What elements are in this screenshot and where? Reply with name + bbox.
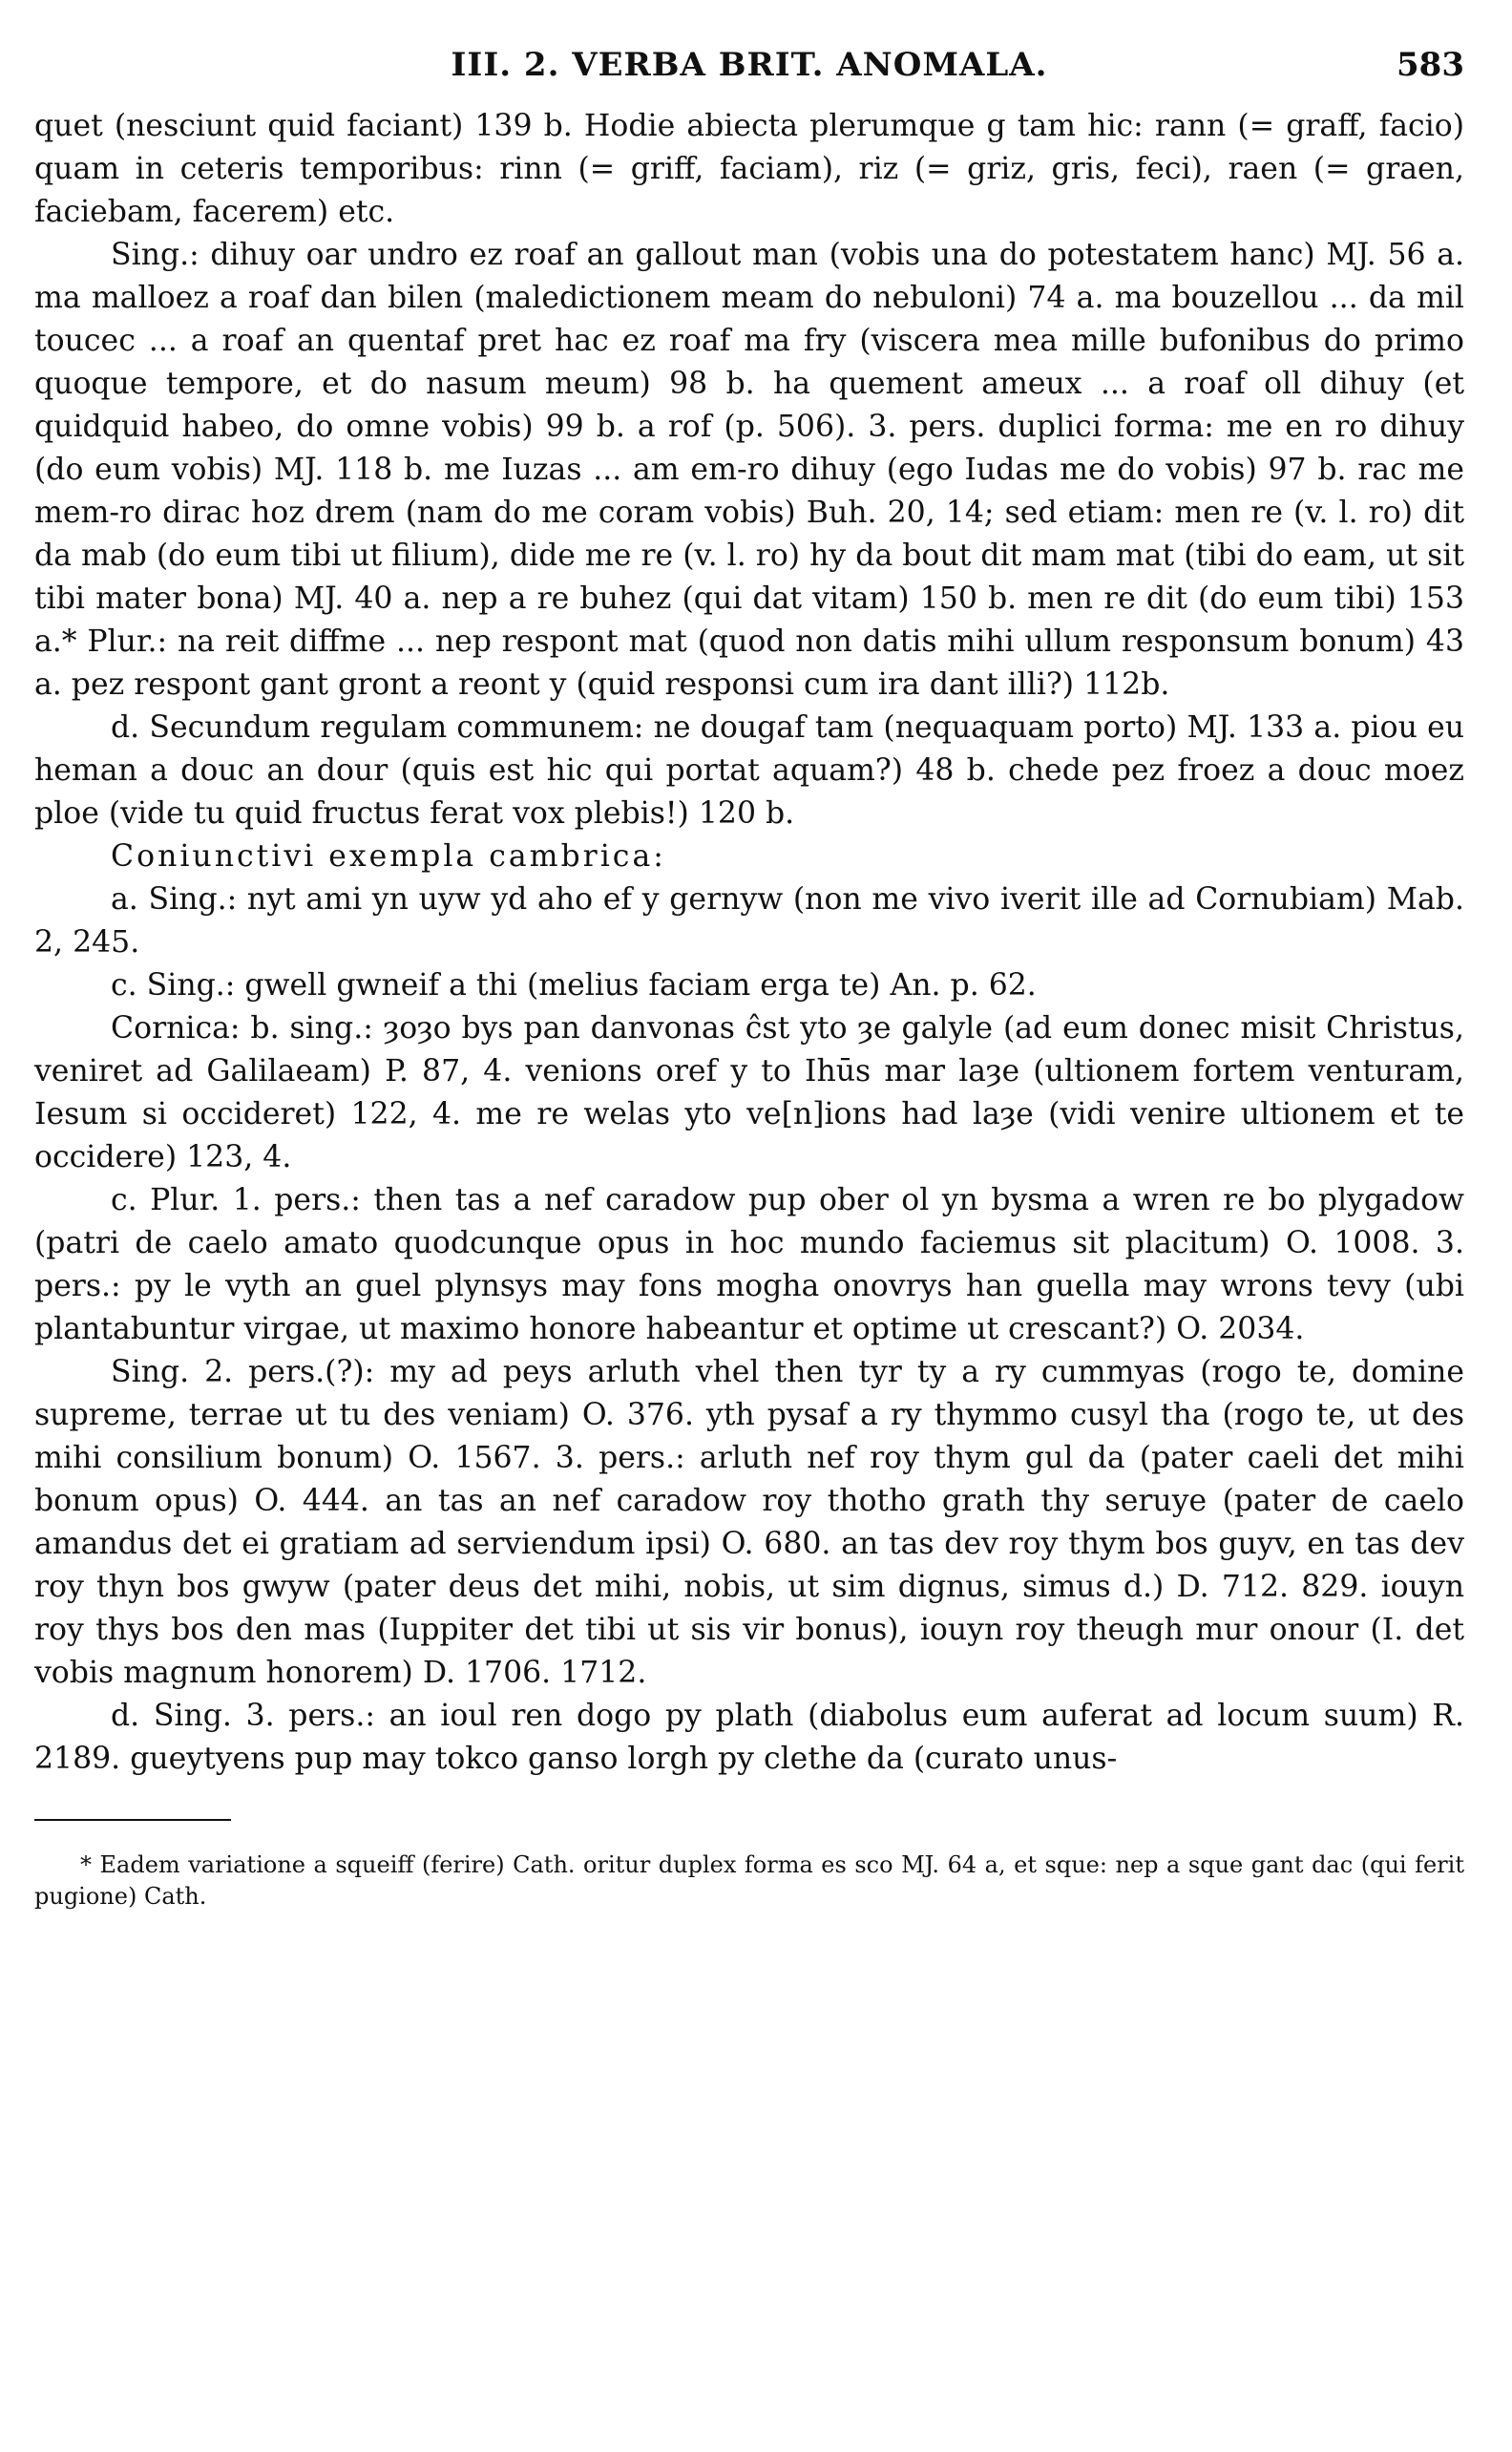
footnote: * Eadem variatione a squeiff (ferire) Cath. oritur duplex forma es sco MJ. 64 a, et sque: nep a sque gant dac (qui ferit pugione) Cath. <box>34 1851 1464 1910</box>
running-title: III. 2. VERBA BRIT. ANOMALA. <box>451 46 1048 84</box>
page-number: 583 <box>1396 46 1464 84</box>
paragraph-10: d. Sing. 3. pers.: an ioul ren dogo py plath (diabolus eum auferat ad locum suum) R. 2189. gueytyens pup may tokco ganso lorgh py clethe da (curato unus- <box>34 1699 1464 1776</box>
paragraph-5: a. Sing.: nyt ami yn uyw yd aho ef y gernyw (non me vivo iverit ille ad Cornubiam) Mab. 2, 245. <box>34 882 1464 960</box>
paragraph-2: Sing.: dihuy oar undro ez roaf an gallout man (vobis una do potestatem hanc) MJ. 56 a. ma malloez a roaf dan bilen (maledictionem meam do nebuloni) 74 a. ma bouzellou ... da mil toucec ... a roaf an quentaf pret hac ez roaf ma fry (viscera mea mille bufonibus do primo quoque tempore, et do nasum meum) 98 b. ha quement ameux ... a roaf oll dihuy (et quidquid habeo, do omne vobis) 99 b. a rof (p. 506). 3. pers. duplici forma: me en ro dihuy (do eum vobis) MJ. 118 b. me Iuzas ... am em-ro dihuy (ego Iudas me do vobis) 97 b. rac me mem-ro dirac hoz drem (nam do me coram vobis) Buh. 20, 14; sed etiam: men re (v. l. ro) dit da mab (do eum tibi ut filium), dide me re (v. l. ro) hy da bout dit mam mat (tibi do eam, ut sit tibi mater bona) MJ. 40 a. nep a re buhez (qui dat vitam) 150 b. men re dit (do eum tibi) 153 a.* Plur.: na reit diffme ... nep respont mat (quod non datis mihi ullum responsum bonum) 43 a. pez respont gant gront a reont y (quid responsi cum ira dant illi?) 112b. <box>34 238 1464 702</box>
paragraph-1: quet (nesciunt quid faciant) 139 b. Hodie abiecta plerumque g tam hic: rann (= graff, facio) quam in ceteris temporibus: rinn (= griff, faciam), riz (= griz, gris, feci), raen (= graen, faciebam, facerem) etc. <box>34 109 1464 229</box>
paragraph-6: c. Sing.: gwell gwneif a thi (melius faciam erga te) An. p. 62. <box>111 968 1037 1003</box>
paragraph-9: Sing. 2. pers.(?): my ad peys arluth vhel then tyr ty a ry cummyas (rogo te, domine supreme, terrae ut tu des veniam) O. 376. yth pysaf a ry thymmo cusyl tha (rogo te, ut des mihi consilium bonum) O. 1567. 3. pers.: arluth nef roy thym gul da (pater caeli det mihi bonum opus) O. 444. an tas an nef caradow roy thotho grath thy seruye (pater de caelo amandus det ei gratiam ad serviendum ipsi) O. 680. an tas dev roy thym bos guyv, en tas dev roy thyn bos gwyw (pater deus det mihi, nobis, ut sim dignus, simus d.) D. 712. 829. iouyn roy thys bos den mas (Iuppiter det tibi ut sis vir bonus), iouyn roy theugh mur onour (I. det vobis magnum honorem) D. 1706. 1712. <box>34 1355 1464 1690</box>
footnote-divider <box>34 1819 231 1821</box>
paragraph-cornica: Cornica: b. sing.: ȝoȝo bys pan danvonas ĉst yto ȝe galyle (ad eum donec misit Christus, veniret ad Galilaeam) P. 87, 4. venions oref y to Ihūs mar laȝe (ultionem fortem venturam, Iesum si occideret) 122, 4. me re welas yto ve[n]ions had laȝe (vidi venire ultionem et te occidere) 123, 4. <box>34 1011 1464 1174</box>
paragraph-3: d. Secundum regulam communem: ne dougaf tam (nequaquam porto) MJ. 133 a. piou eu heman a douc an dour (quis est hic qui portat aquam?) 48 b. chede pez froez a douc moez ploe (vide tu quid fructus ferat vox plebis!) 120 b. <box>34 710 1464 831</box>
section-heading-cambrica: Coniunctivi exempla cambrica: <box>111 839 666 874</box>
running-header <box>34 38 1464 105</box>
main-text <box>34 105 1464 1781</box>
paragraph-8: c. Plur. 1. pers.: then tas a nef caradow pup ober ol yn bysma a wren re bo plygadow (patri de caelo amato quodcunque opus in hoc mundo faciemus sit placitum) O. 1008. 3. pers.: py le vyth an guel plynsys may fons mogha onovrys han guella may wrons tevy (ubi plantabuntur virgae, ut maximo honore habeantur et optime ut crescant?) O. 2034. <box>34 1183 1464 1346</box>
